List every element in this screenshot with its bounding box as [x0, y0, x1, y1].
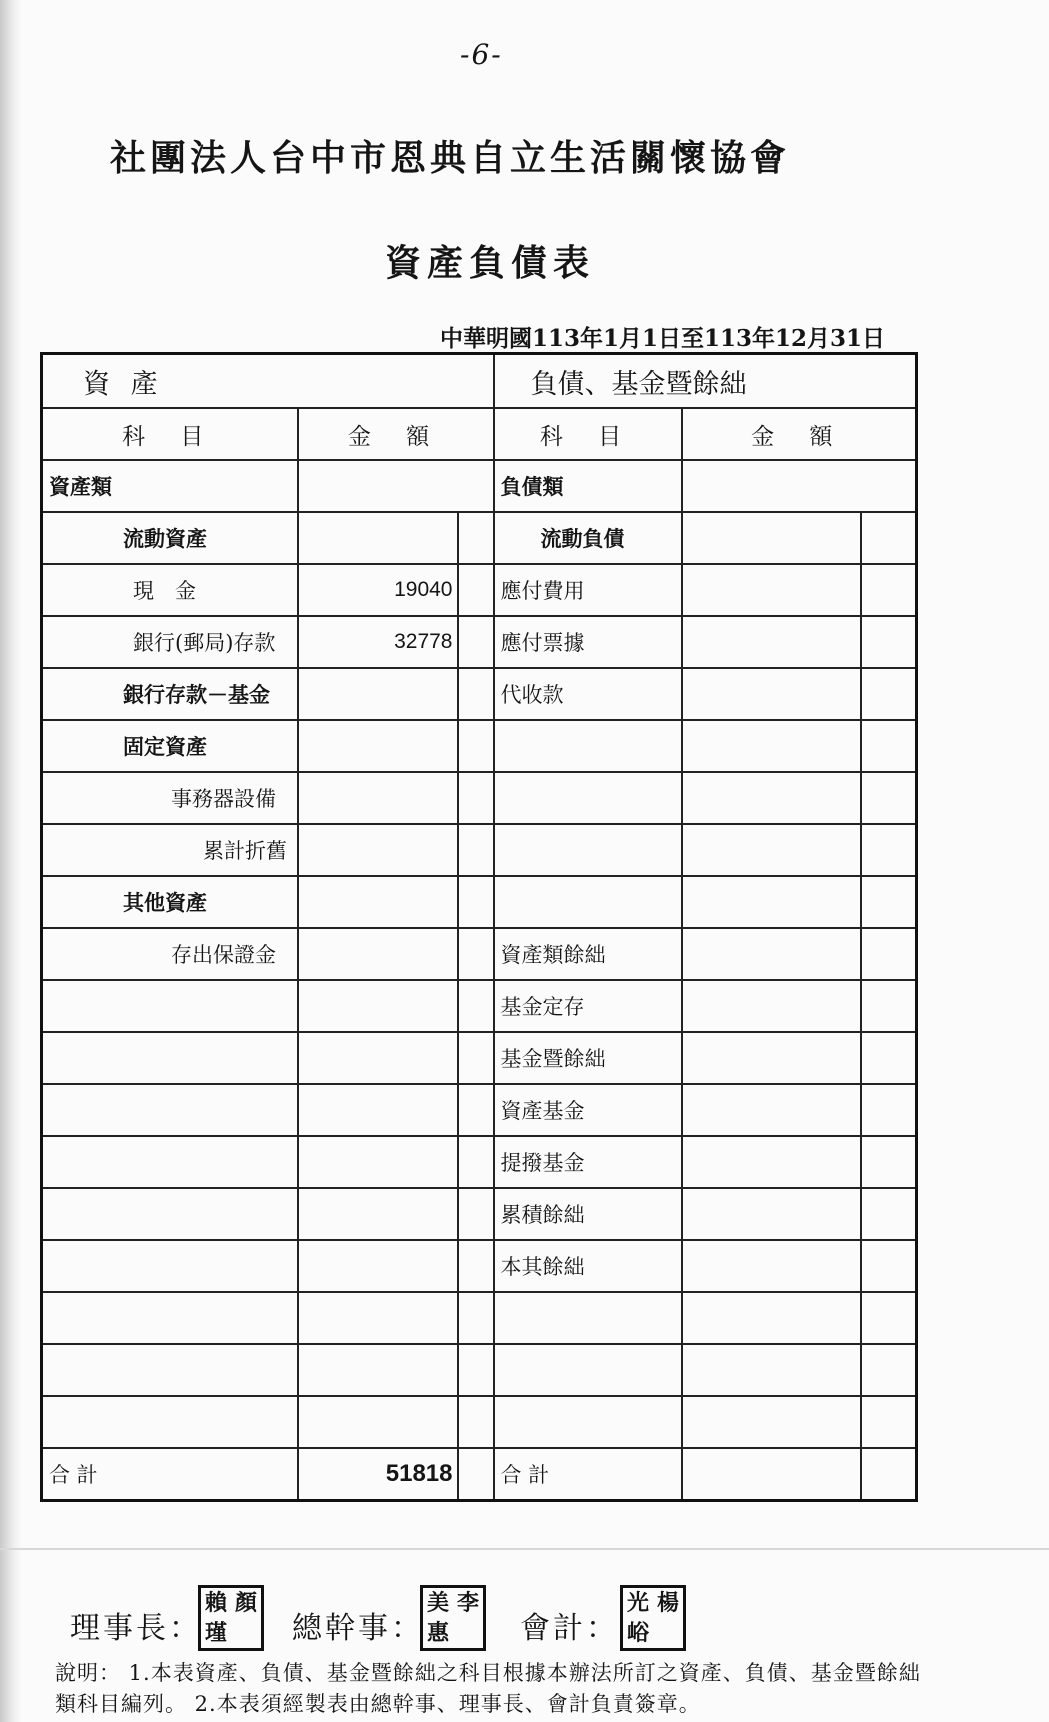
right-item: 本其餘絀: [494, 1240, 682, 1292]
table-row: [42, 720, 917, 772]
left-amount: 19040: [298, 564, 458, 616]
table-row: [42, 1292, 917, 1344]
right-amount: [682, 876, 861, 928]
table-row: [42, 876, 917, 928]
left-amount: [298, 980, 458, 1032]
left-item-header: 科 目: [42, 408, 298, 460]
left-item: [42, 980, 298, 1032]
page-fold-line: [0, 1548, 1049, 1550]
left-amount-extra: [458, 928, 494, 980]
left-amount-extra: [458, 1344, 494, 1396]
document-title: 資產負債表: [385, 242, 596, 284]
section-header-row: [42, 354, 917, 409]
right-item: [494, 876, 682, 928]
page-number: -6-: [460, 38, 503, 71]
right-item: 應付費用: [494, 564, 682, 616]
right-item-header: 科 目: [494, 408, 682, 460]
total-row: [42, 1448, 917, 1501]
left-amount: 32778: [298, 616, 458, 668]
right-amount: [682, 1344, 861, 1396]
left-amount: [298, 668, 458, 720]
right-amount-extra: [861, 876, 917, 928]
right-amount-extra: [861, 564, 917, 616]
right-amount-header: 金 額: [682, 408, 917, 460]
right-amount-extra: [861, 1292, 917, 1344]
right-total-extra: [861, 1448, 917, 1501]
table-row: [42, 668, 917, 720]
organization-name: 社團法人台中市恩典自立生活關懷協會: [110, 137, 791, 179]
left-amount-extra: [458, 1396, 494, 1448]
right-amount-extra: [861, 1084, 917, 1136]
left-item: 銀行存款－基金: [42, 668, 298, 720]
right-item: [494, 1292, 682, 1344]
right-amount: [682, 1396, 861, 1448]
table-row: [42, 564, 917, 616]
left-amount: [298, 1344, 458, 1396]
reporting-period: 中華明國113年1月1日至113年12月31日: [440, 325, 886, 352]
left-item: 流動資產: [42, 512, 298, 564]
right-item: 流動負債: [494, 512, 682, 564]
right-amount: [682, 772, 861, 824]
signature-block: [70, 1585, 970, 1665]
left-amount-extra: [458, 772, 494, 824]
left-amount-extra: [458, 668, 494, 720]
left-amount-extra: [458, 1084, 494, 1136]
left-item: [42, 1240, 298, 1292]
footnote: 說明： 1.本表資產、負債、基金暨餘絀之科目根據本辦法所訂之資產、負債、基金暨餘絀類科目編列。 2.本表須經製表由總幹事、理事長、會計負責簽章。: [55, 1661, 921, 1716]
left-item: 其他資產: [42, 876, 298, 928]
left-total-extra: [458, 1448, 494, 1501]
left-amount-extra: [458, 720, 494, 772]
left-amount-extra: [458, 1136, 494, 1188]
right-amount: [682, 928, 861, 980]
left-item: [42, 1188, 298, 1240]
left-item: [42, 1032, 298, 1084]
left-amount: [298, 772, 458, 824]
left-item: 資產類: [42, 460, 298, 512]
left-item: 銀行(郵局)存款: [42, 616, 298, 668]
page-edge-shadow: [0, 0, 22, 1722]
chairman-label: 理事長：: [70, 1611, 202, 1646]
right-amount-extra: [861, 1344, 917, 1396]
left-amount-extra: [458, 1240, 494, 1292]
left-amount: [298, 720, 458, 772]
table-row: [42, 1032, 917, 1084]
left-amount: [298, 876, 458, 928]
right-amount-extra: [861, 668, 917, 720]
left-amount: [298, 1032, 458, 1084]
secretary-label: 總幹事：: [292, 1611, 424, 1646]
right-amount: [682, 1188, 861, 1240]
column-header-row: [42, 408, 917, 460]
table-row: [42, 1136, 917, 1188]
right-amount: [682, 460, 917, 512]
table-row: [42, 1084, 917, 1136]
right-amount: [682, 1032, 861, 1084]
table-row: [42, 512, 917, 564]
right-item: 基金定存: [494, 980, 682, 1032]
right-amount-extra: [861, 824, 917, 876]
left-item: 累計折舊: [42, 824, 298, 876]
right-amount-extra: [861, 980, 917, 1032]
left-item: [42, 1396, 298, 1448]
right-total-amount: [682, 1448, 861, 1501]
right-amount-extra: [861, 512, 917, 564]
left-amount-extra: [458, 876, 494, 928]
right-item: [494, 1396, 682, 1448]
accountant-seal: 光 楊 峪: [620, 1585, 686, 1651]
table-row: [42, 928, 917, 980]
right-amount-extra: [861, 720, 917, 772]
right-amount: [682, 980, 861, 1032]
secretary-seal: 美 李 惠: [420, 1585, 486, 1651]
left-amount-extra: [458, 824, 494, 876]
right-amount-extra: [861, 1032, 917, 1084]
left-amount-extra: [458, 1292, 494, 1344]
left-amount: [298, 1136, 458, 1188]
right-amount: [682, 720, 861, 772]
left-amount: [298, 928, 458, 980]
table-row: [42, 616, 917, 668]
right-amount: [682, 1136, 861, 1188]
left-item: 固定資產: [42, 720, 298, 772]
left-amount-extra: [458, 616, 494, 668]
right-item: 基金暨餘絀: [494, 1032, 682, 1084]
left-amount: [298, 1240, 458, 1292]
left-total-amount: 51818: [298, 1448, 458, 1501]
left-amount: [298, 460, 494, 512]
left-amount: [298, 1188, 458, 1240]
chairman-seal: 賴 顏 瑾: [198, 1585, 264, 1651]
right-amount: [682, 1084, 861, 1136]
right-amount: [682, 824, 861, 876]
right-item: 累積餘絀: [494, 1188, 682, 1240]
right-amount-extra: [861, 772, 917, 824]
right-item: 代收款: [494, 668, 682, 720]
left-total-label: 合 計: [42, 1448, 298, 1501]
right-amount-extra: [861, 1240, 917, 1292]
right-item: [494, 772, 682, 824]
right-item: 提撥基金: [494, 1136, 682, 1188]
right-amount-extra: [861, 928, 917, 980]
right-item: [494, 720, 682, 772]
balance-sheet-table: [40, 352, 918, 1502]
right-amount: [682, 668, 861, 720]
liabilities-header: 負債、基金暨餘絀: [494, 354, 917, 409]
left-item: [42, 1344, 298, 1396]
table-row: [42, 980, 917, 1032]
left-amount-extra: [458, 512, 494, 564]
right-amount-extra: [861, 616, 917, 668]
left-item: [42, 1292, 298, 1344]
right-amount-extra: [861, 1136, 917, 1188]
accountant-label: 會計：: [520, 1611, 619, 1646]
right-amount: [682, 616, 861, 668]
left-amount: [298, 512, 458, 564]
left-amount-extra: [458, 980, 494, 1032]
table-row: [42, 824, 917, 876]
assets-header: 資 產: [42, 354, 494, 409]
right-amount: [682, 564, 861, 616]
table-row: [42, 772, 917, 824]
right-amount-extra: [861, 1396, 917, 1448]
table-row: [42, 460, 917, 512]
table-row: [42, 1344, 917, 1396]
left-amount: [298, 1292, 458, 1344]
left-item: [42, 1084, 298, 1136]
right-item: 資產類餘絀: [494, 928, 682, 980]
right-total-label: 合 計: [494, 1448, 682, 1501]
left-amount-extra: [458, 1188, 494, 1240]
right-item: 負債類: [494, 460, 682, 512]
left-amount: [298, 1084, 458, 1136]
left-item: [42, 1136, 298, 1188]
left-amount: [298, 1396, 458, 1448]
table-row: [42, 1396, 917, 1448]
right-amount: [682, 1292, 861, 1344]
right-item: [494, 1344, 682, 1396]
right-item: [494, 824, 682, 876]
right-amount: [682, 1240, 861, 1292]
table-row: [42, 1240, 917, 1292]
left-item: 存出保證金: [42, 928, 298, 980]
left-amount-extra: [458, 1032, 494, 1084]
left-item: 事務器設備: [42, 772, 298, 824]
right-item: 資產基金: [494, 1084, 682, 1136]
right-item: 應付票據: [494, 616, 682, 668]
right-amount: [682, 512, 861, 564]
left-amount-extra: [458, 564, 494, 616]
left-amount: [298, 824, 458, 876]
table-row: [42, 1188, 917, 1240]
left-item: 現 金: [42, 564, 298, 616]
left-amount-header: 金 額: [298, 408, 494, 460]
right-amount-extra: [861, 1188, 917, 1240]
